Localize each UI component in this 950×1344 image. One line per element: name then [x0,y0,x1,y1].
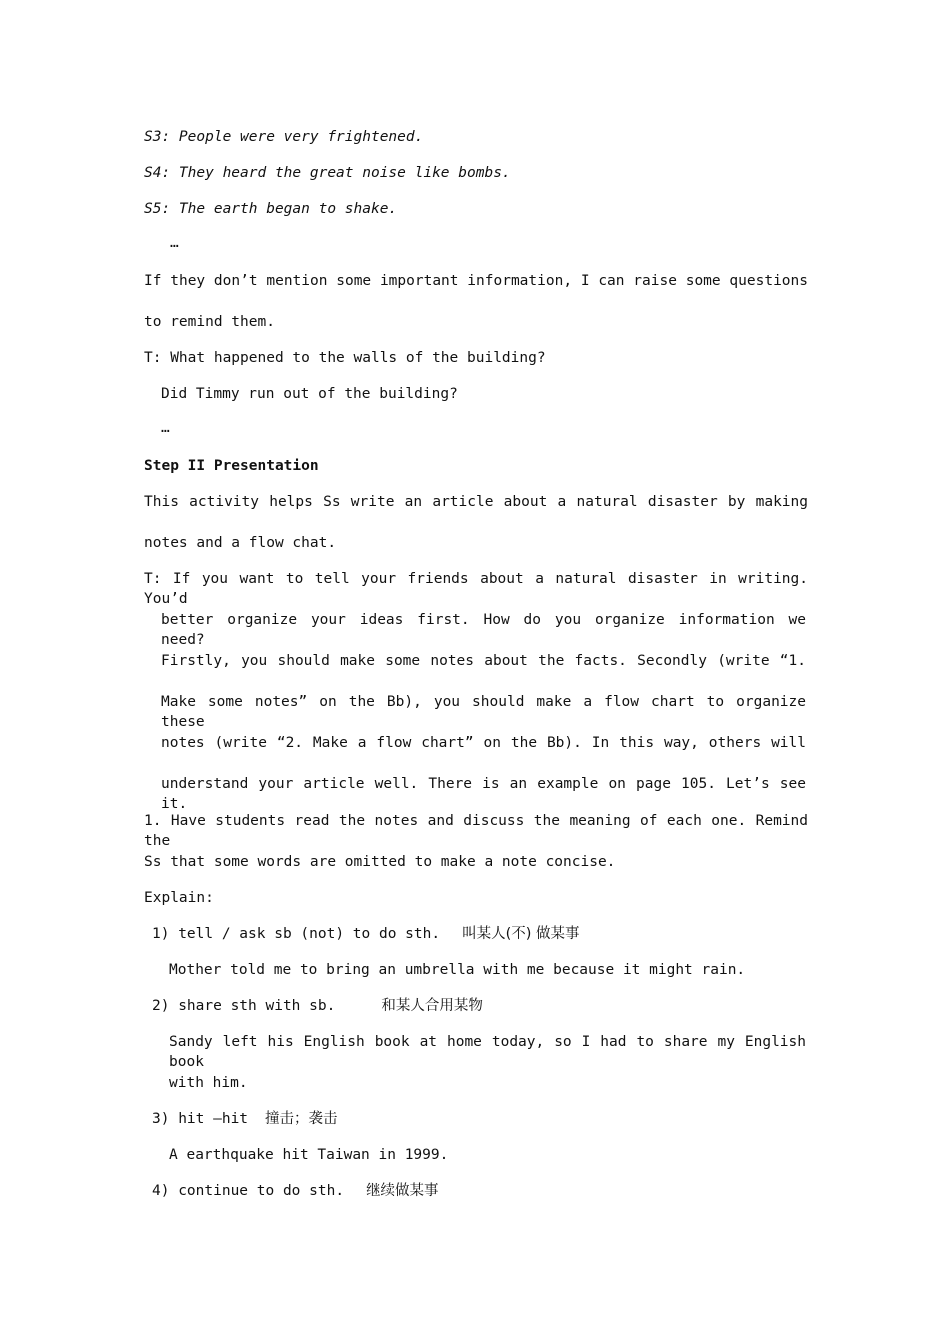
section-heading: Step II Presentation [144,458,319,474]
example-sentence: Sandy left his English book at home today, so I had to share my English book [169,1034,806,1070]
student-line-s4: S4: They heard the great noise like bombs. [144,165,511,181]
explain-phrase: 2) share sth with sb. [152,998,336,1014]
explain-translation: 撞击；袭击 [265,1111,338,1127]
explain-translation: 和某人合用某物 [381,998,483,1014]
explain-item [152,996,816,1016]
paragraph-line: better organize your ideas first. How do you organize information we need? [161,612,806,648]
explain-label: Explain: [144,890,214,906]
explain-translation: 叫某人(不) 做某事 [462,926,580,942]
paragraph-line: T: If you want to tell your friends about a natural disaster in writing. You’d [144,571,808,607]
paragraph-line: If they don’t mention some important information, I can raise some questions [144,273,808,289]
paragraph-line: Firstly, you should make some notes about the facts. Secondly (write “1. [161,653,806,669]
explain-item [152,924,816,944]
student-line-s3: S3: People were very frightened. [144,129,424,145]
ellipsis: … [170,235,179,251]
explain-phrase: 3) hit —hit [152,1111,249,1127]
example-sentence: with him. [169,1075,248,1091]
paragraph-line: to remind them. [144,314,275,330]
paragraph-line: notes (write “2. Make a flow chart” on the Bb). In this way, others will [161,735,806,751]
explain-phrase: 1) tell / ask sb (not) to do sth. [152,926,441,942]
list-item: 1. Have students read the notes and discuss the meaning of each one. Remind the [144,813,808,849]
paragraph-line: Make some notes” on the Bb), you should make a flow chart to organize these [161,694,806,730]
example-sentence: Mother told me to bring an umbrella with me because it might rain. [169,962,746,978]
teacher-question: T: What happened to the walls of the building? [144,350,546,366]
explain-item [152,1109,816,1129]
example-sentence: A earthquake hit Taiwan in 1999. [169,1147,449,1163]
explain-item [152,1181,816,1201]
paragraph-line: notes and a flow chat. [144,535,337,551]
student-line-s5: S5: The earth began to shake. [144,201,398,217]
explain-phrase: 4) continue to do sth. [152,1183,345,1199]
paragraph-line: understand your article well. There is an example on page 105. Let’s see it. [161,776,806,812]
ellipsis: … [161,420,170,436]
paragraph-line: This activity helps Ss write an article about a natural disaster by making [144,494,808,510]
teacher-question: Did Timmy run out of the building? [161,386,458,402]
list-item: Ss that some words are omitted to make a note concise. [144,854,616,870]
explain-translation: 继续做某事 [366,1183,439,1199]
